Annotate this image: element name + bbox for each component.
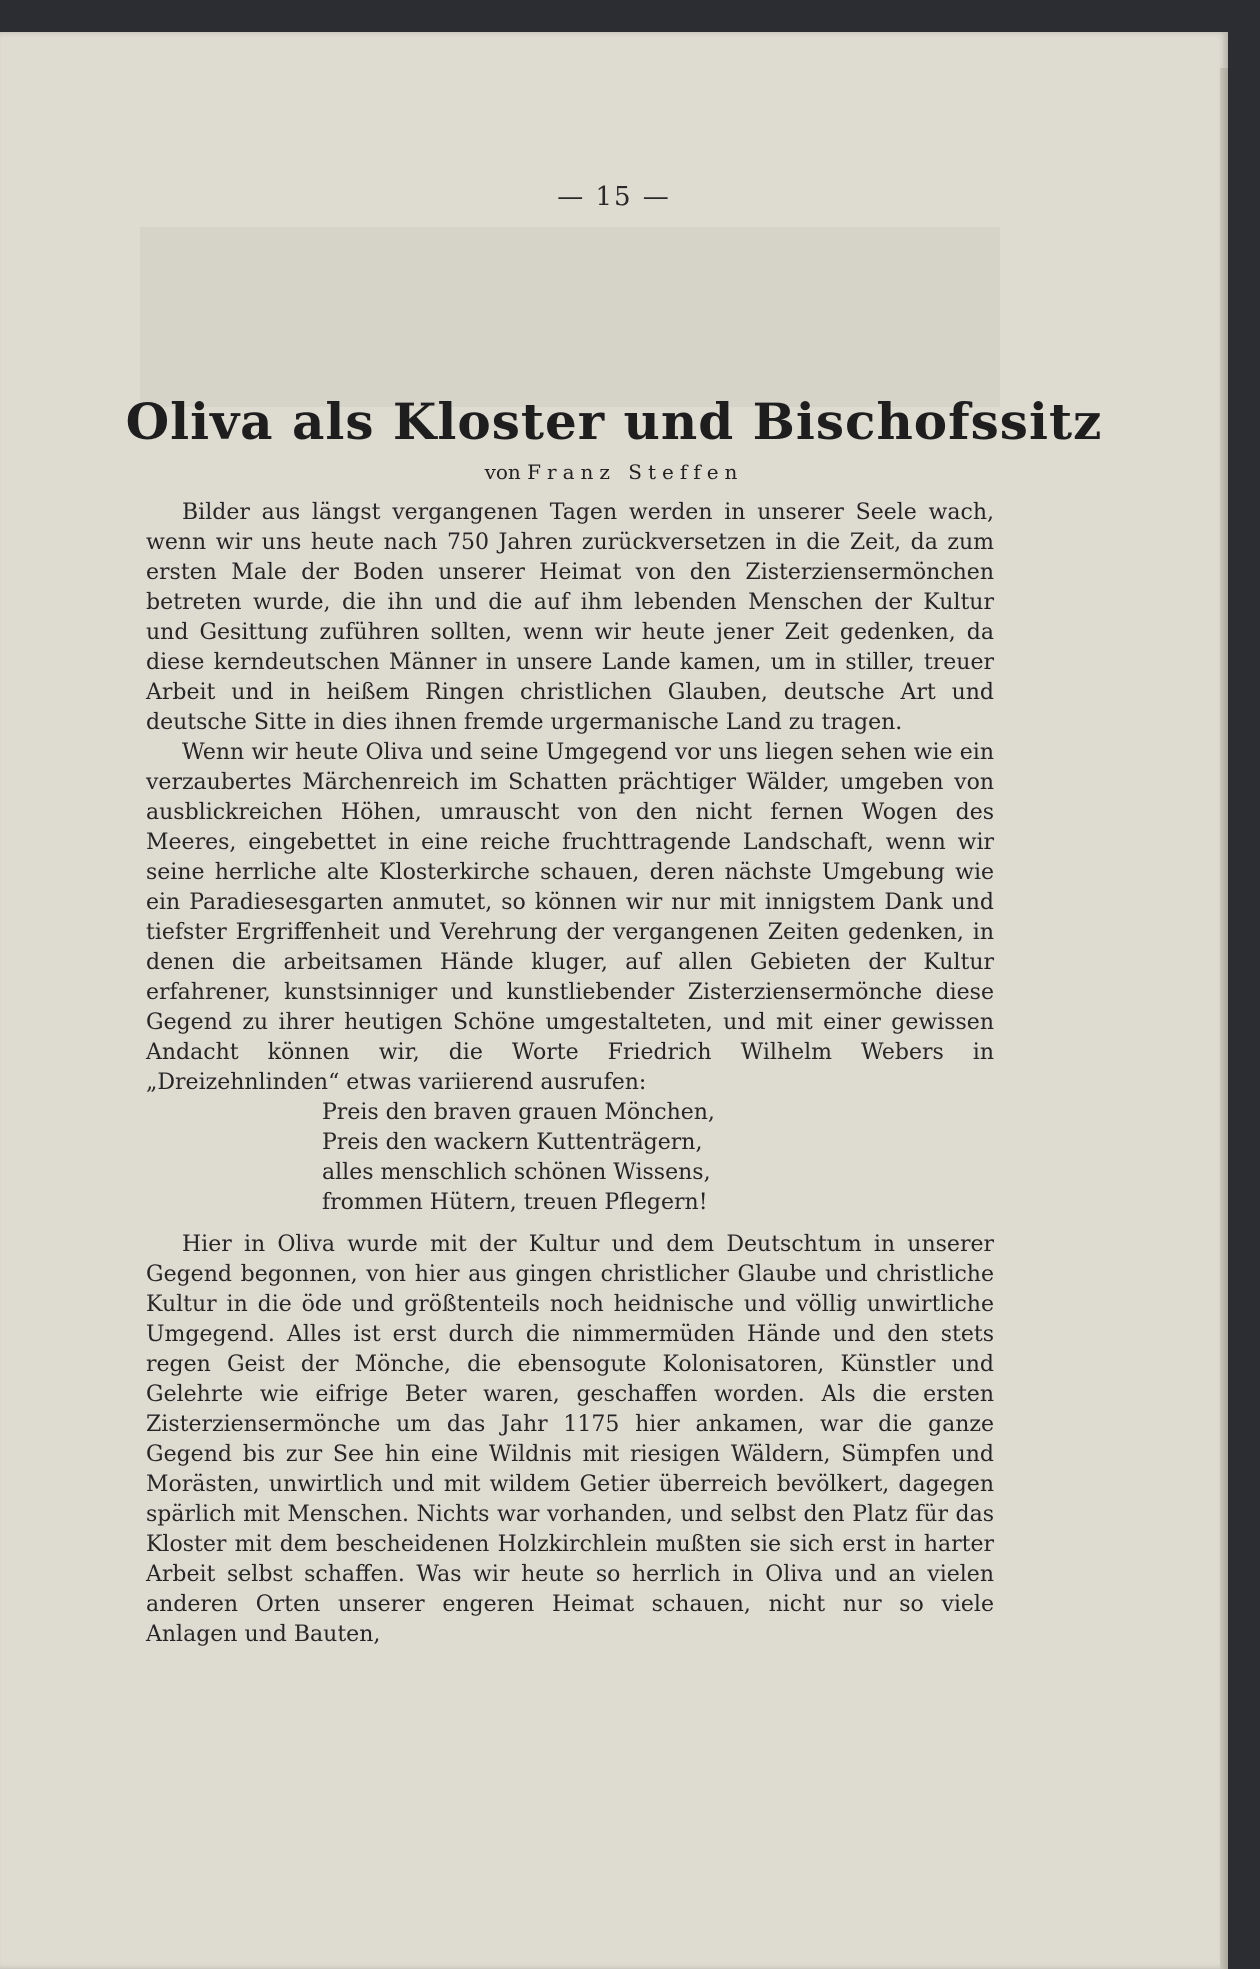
paragraph: Wenn wir heute Oliva und seine Umgegend vor uns liegen sehen wie ein verzaubertes Märchenreich im Schatten prächtiger Wälder, umgeben von ausblickreichen Höhen, umrauscht von den nicht fernen Wogen des Meeres, eingebettet in eine reiche fruchttragende Landschaft, wenn wir seine herrliche alte Klosterkirche schauen, deren nächste Umgebung wie ein Paradiesesgarten anmutet, so können wir nur mit innigstem Dank und tiefster Ergriffenheit und Verehrung der vergangenen Zeiten gedenken, in denen die arbeitsamen Hände kluger, auf allen Gebieten der Kultur erfahrener, kunstsinniger und kunstliebender Zisterziensermönche diese Gegend zu ihrer heutigen Schöne umgestalteten, und mit einer gewissen Andacht können wir, die Worte Friedrich Wilhelm Webers in „Dreizehnlinden“ etwas variierend ausrufen:: [146, 740, 994, 1095]
poem-line: alles menschlich schönen Wissens,: [322, 1160, 711, 1185]
poem-line: frommen Hütern, treuen Pflegern!: [322, 1190, 708, 1215]
author-name: Franz Steffen: [527, 460, 744, 484]
page-number: — 15 —: [557, 182, 671, 212]
article-body: [146, 498, 994, 1650]
poem-line: Preis den wackern Kuttenträgern,: [322, 1130, 703, 1155]
paragraph: Hier in Oliva wurde mit der Kultur und dem Deutschtum in unserer Gegend begonnen, von hier aus gingen christlicher Glaube und christliche Kultur in die öde und größtenteils noch heidnische und völlig unwirtliche Umgegend. Alles ist erst durch die nimmermüden Hände und den stets regen Geist der Mönche, die ebensogute Kolonisatoren, Künstler und Gelehrte wie eifrige Beter waren, geschaffen worden. Als die ersten Zisterziensermönche um das Jahr 1175 hier ankamen, war die ganze Gegend bis zur See hin eine Wildnis mit riesigen Wäldern, Sümpfen und Morästen, unwirtlich und mit wildem Getier überreich bevölkert, dagegen spärlich mit Menschen. Nichts war vorhanden, und selbst den Platz für das Kloster mit dem bescheidenen Holzkirchlein mußten sie sich erst in harter Arbeit selbst schaffen. Was wir heute so herrlich in Oliva und an vielen anderen Orten unserer engeren Heimat schauen, nicht nur so viele Anlagen und Bauten,: [146, 1232, 994, 1647]
bleed-through-shadow: [140, 227, 1000, 407]
byline: [0, 460, 1228, 484]
article-title: Oliva als Kloster und Bischofssitz: [125, 392, 1103, 451]
document-page: [0, 32, 1228, 1969]
poem-line: Preis den braven grauen Mönchen,: [322, 1100, 715, 1125]
byline-prefix: von: [484, 460, 521, 484]
page-edge: [1220, 68, 1228, 1969]
paragraph: Bilder aus längst vergangenen Tagen werden in unserer Seele wach, wenn wir uns heute nach 750 Jahren zurückversetzen in die Zeit, da zum ersten Male der Boden unserer Heimat von den Zisterziensermönchen betreten wurde, die ihn und die auf ihm lebenden Menschen der Kultur und Gesittung zuführen sollten, wenn wir heute jener Zeit gedenken, da diese kerndeutschen Männer in unsere Lande kamen, um in stiller, treuer Arbeit und in heißem Ringen christlichen Glauben, deutsche Art und deutsche Sitte in dies ihnen fremde urgermanische Land zu tragen.: [146, 500, 994, 735]
poem-quote: [322, 1098, 994, 1218]
